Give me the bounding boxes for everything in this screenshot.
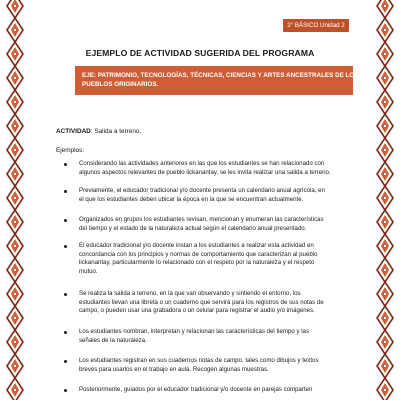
list-item-line: algunos aspectos relevantes de pueblo lickanantay, se les invita realizar una salida a terreno. — [79, 168, 331, 176]
list-item-text — [79, 187, 348, 204]
page-title: EJEMPLO DE ACTIVIDAD SUGERIDA DEL PROGRAMA — [85, 48, 315, 58]
border-dot — [14, 53, 16, 55]
activity-line — [56, 128, 141, 135]
border-dot — [14, 341, 16, 343]
border-dot — [14, 125, 16, 127]
list-item-line: Considerando las actividades anteriores en las que los estudiantes se han relacionado con — [79, 160, 325, 167]
border-dot — [14, 389, 16, 391]
border-dot — [14, 365, 16, 367]
border-dot — [14, 101, 16, 103]
list-item-text — [79, 160, 348, 177]
list-item-line: concordancia con los principios y normas de comportamiento que caracterizan al pueblo — [79, 250, 318, 258]
list-item-line: El educador tradicional y/o docente instan a los estudiantes a realizar esta actividad en — [79, 242, 314, 249]
list-item-line: Previamente, el educador tradicional y/o docente presenta un calendario anual agrícola, en — [79, 187, 325, 194]
bullet-dot — [64, 219, 67, 222]
axis-line-1: EJE: PATRIMONIO, TECNOLOGÍAS, TÉCNICAS, CIENCIAS Y ARTES ANCESTRALES DE LOS — [82, 72, 359, 79]
border-dot — [384, 53, 386, 55]
bullet-dot — [64, 163, 67, 166]
border-dot — [384, 245, 386, 247]
border-dot — [384, 77, 386, 79]
list-item-text — [79, 357, 348, 374]
border-dot — [384, 101, 386, 103]
bullet-dot — [64, 190, 67, 193]
axis-banner — [75, 66, 359, 95]
list-item-text — [79, 328, 348, 345]
list-item-text — [79, 386, 348, 395]
border-dot — [384, 5, 386, 7]
list-item-text — [79, 290, 348, 316]
list-item-text — [79, 242, 348, 276]
bullet-dot — [64, 245, 67, 248]
bullet-dot — [64, 293, 67, 296]
list-item-line: Se realiza la salida a terreno, en la que van observando y sintiendo el entorno, los — [79, 290, 301, 297]
border-dot — [14, 317, 16, 319]
activity-value: : Salida a terreno. — [90, 128, 142, 135]
axis-line-2: PUEBLOS ORIGINARIOS. — [82, 81, 159, 88]
list-item-line: del tiempo y el estado de la naturaleza actual según el calendario anual presentado. — [79, 224, 307, 232]
border-dot — [384, 341, 386, 343]
bullet-dot — [64, 360, 67, 363]
activity-label: ACTIVIDAD — [56, 128, 91, 135]
border-dot — [14, 293, 16, 295]
border-dot — [384, 317, 386, 319]
border-dot — [384, 173, 386, 175]
border-dot — [384, 197, 386, 199]
list-item-line: Los estudiantes registran en sus cuadernos notas de campo, tales como dibujos y textos — [79, 357, 319, 364]
border-dot — [384, 125, 386, 127]
bullet-dot — [64, 389, 67, 392]
list-item-line: Posteriormente, guiados por el educador tradicional y/o docente en parejas comparten — [79, 386, 313, 393]
left-decorative-border — [6, 0, 24, 400]
border-dot — [14, 29, 16, 31]
border-dot — [384, 149, 386, 151]
border-dot — [14, 245, 16, 247]
bullet-dot — [64, 331, 67, 334]
list-item-line: campo, o pueden usar una grabadora o un celular para registrar el audio y/o imágenes. — [79, 307, 315, 315]
border-dot — [14, 269, 16, 271]
list-item-line: breves para usarlos en el trabajo en aula. Recogen algunas muestras. — [79, 365, 269, 373]
border-dot — [384, 365, 386, 367]
border-dot — [14, 197, 16, 199]
list-item-line: el que los estudiantes deben ubicar la época en la que se encuentran actualmente. — [79, 195, 304, 203]
examples-label: Ejemplos: — [56, 147, 85, 154]
list-item-line: lickanantay, particularmente lo relacionado con el respeto por la naturaleza y el respeto — [79, 259, 315, 267]
list-item-text — [79, 216, 348, 233]
border-dot — [384, 221, 386, 223]
list-item-line: estudiantes llevan una libreta o un cuaderno que servirá para los registros de sus notas de — [79, 298, 324, 306]
border-dot — [14, 149, 16, 151]
border-dot — [14, 77, 16, 79]
unit-tag: 2° BÁSICO Unidad 2 — [283, 19, 349, 32]
border-dot — [384, 389, 386, 391]
border-dot — [384, 29, 386, 31]
border-dot — [14, 173, 16, 175]
list-item-line: señales de la naturaleza. — [79, 336, 147, 344]
list-item-line: mutuo. — [79, 267, 98, 275]
border-dot — [14, 221, 16, 223]
border-dot — [14, 5, 16, 7]
right-decorative-border — [376, 0, 394, 400]
border-dot — [384, 293, 386, 295]
list-item-line: Organizados en grupos los estudiantes revisan, mencionan y enumeran las características — [79, 216, 324, 223]
border-dot — [384, 269, 386, 271]
list-item-line: Los estudiantes nombran, interpretan y relacionan las características del tiempo y las — [79, 328, 309, 335]
